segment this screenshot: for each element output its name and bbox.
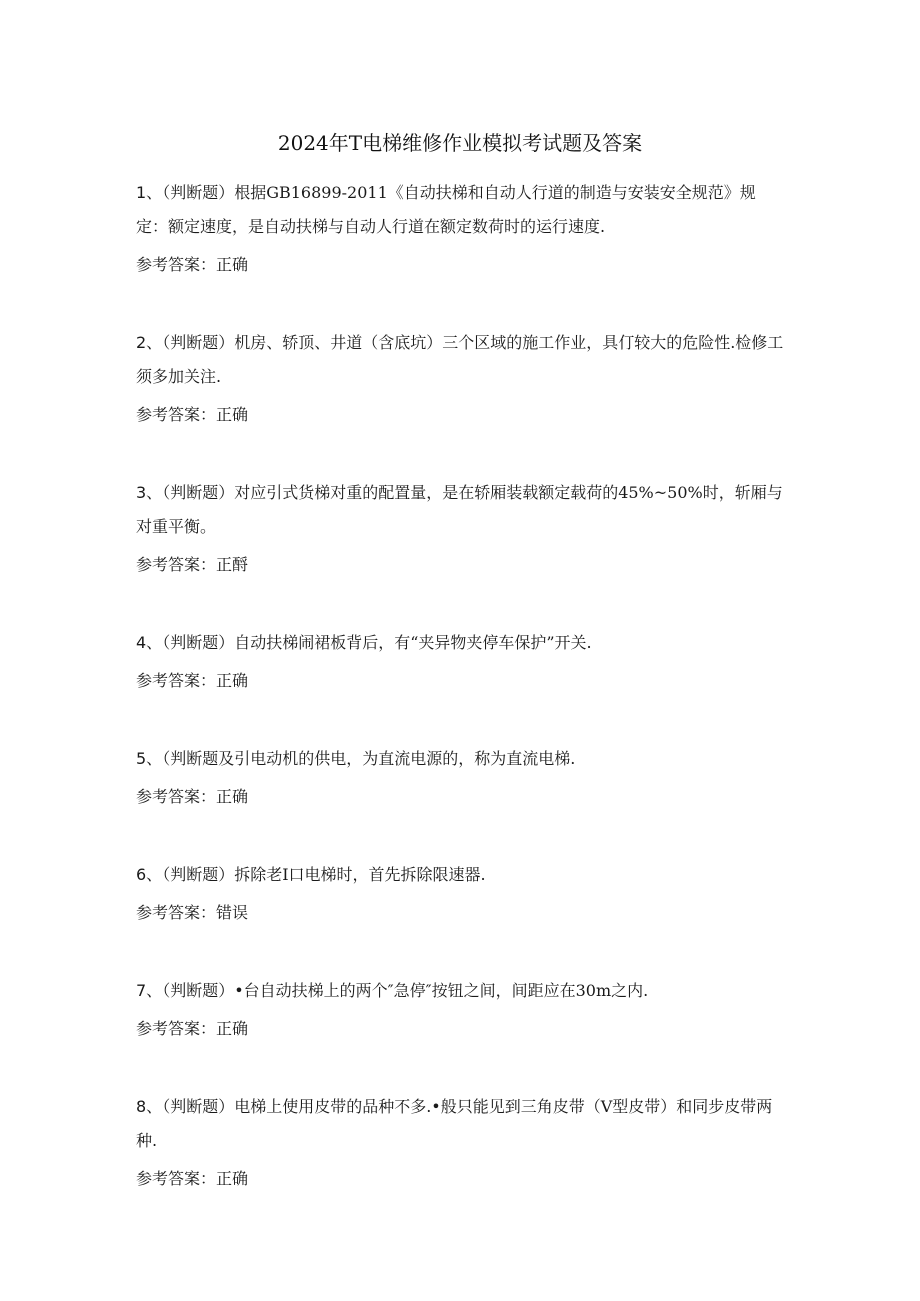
question-body: （判断题）机房、轿顶、井道（含底坑）三个区域的施工作业，具仃较大的危险性.检修工须多加关注. [136,333,784,386]
question-item [136,858,786,930]
answer-text: 参考答案：正确 [136,405,249,424]
question-item [136,1090,786,1196]
question-number: 4、 [136,633,163,652]
question-number: 7、 [136,981,163,1000]
question-number: 1、 [136,183,163,202]
question-text [136,1090,786,1158]
spacer [136,432,786,476]
answer-text: 参考答案：正确 [136,1169,249,1188]
question-item [136,626,786,698]
question-text [136,326,786,394]
question-item [136,326,786,432]
question-item [136,476,786,582]
answer-text: 参考答案：正确 [136,1019,249,1038]
question-number: 6、 [136,865,163,884]
spacer [136,1046,786,1090]
document-title: 2024年T电梯维修作业模拟考试题及答案 [277,131,643,155]
question-text [136,742,786,776]
answer-text: 参考答案：正确 [136,671,249,690]
spacer [136,930,786,974]
answer-text: 参考答案：正确 [136,787,249,806]
spacer [136,282,786,326]
question-body: （判断题）自动扶梯闹裙板背后，有“夹异物夹停车保护”开关. [162,633,592,652]
question-number: 8、 [136,1097,163,1116]
question-body: （判断题及引电动机的供电，为直流电源的，称为直流电梯. [162,749,576,768]
question-body: （判断题）电梯上使用皮带的品种不多.•般只能见到三角皮带（V型皮带）和同步皮带两种. [136,1097,773,1150]
question-list [136,176,786,1196]
question-item [136,742,786,814]
question-number: 5、 [136,749,163,768]
question-text [136,476,786,544]
spacer [136,814,786,858]
question-body: （判断题）拆除老I口电梯时，首先拆除限速器. [162,865,486,884]
question-body: （判断题）•台自动扶梯上的两个″急停″按钮之间，间距应在30m之内. [162,981,649,1000]
question-number: 2、 [136,333,163,352]
question-text [136,176,786,244]
answer-text: 参考答案：正酹 [136,555,249,574]
question-item [136,974,786,1046]
question-body: （判断题）根据GB16899-2011《自动扶梯和自动人行道的制造与安装安全规范》规定：额定速度，是自动扶梯与自动人行道在额定数荷时的运行速度. [136,183,756,236]
spacer [136,582,786,626]
spacer [136,698,786,742]
question-body: （判断题）对应引式货梯对重的配置量，是在轿厢装载额定载荷的45%~50%时，斩厢与对重平衡。 [136,483,783,536]
question-text [136,858,786,892]
answer-text: 参考答案：错误 [136,903,249,922]
answer-text: 参考答案：正确 [136,255,249,274]
question-text [136,974,786,1008]
question-item [136,176,786,282]
question-text [136,626,786,660]
question-number: 3、 [136,483,163,502]
